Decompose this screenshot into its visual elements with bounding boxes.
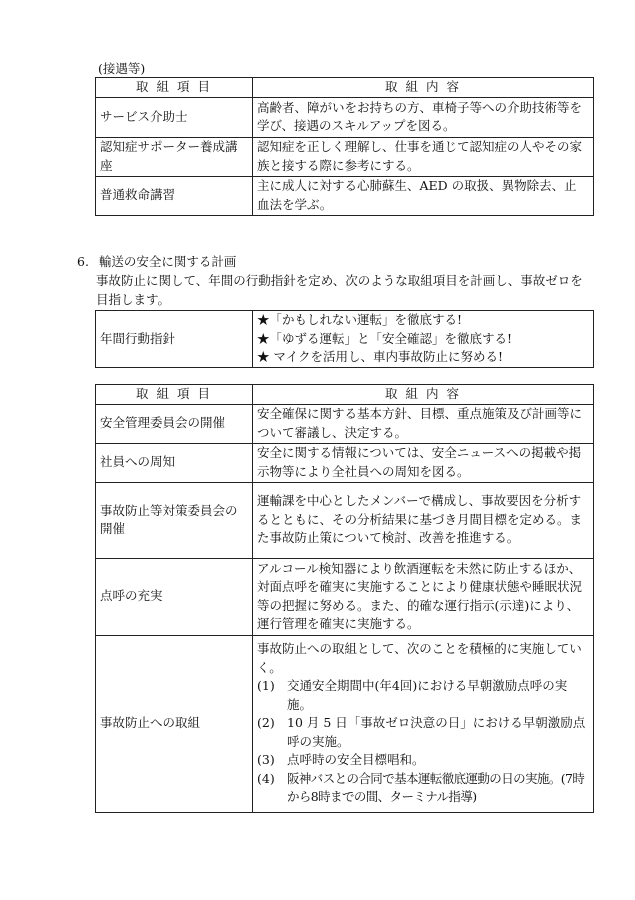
guideline-item: ★「かもしれない運転」を徹底する! — [257, 312, 463, 328]
list-text: 点呼時の安全目標唱和。 — [287, 752, 425, 768]
header-item: 取 組 項 目 — [96, 78, 253, 98]
row-content: 安全に関する情報については、安全ニュースへの掲載や掲示物等により全社員への周知を図る。 — [253, 443, 594, 482]
guideline-item: ★ マイクを活用し、車内事故防止に努める! — [257, 349, 503, 365]
guideline-label: 年間行動指針 — [96, 311, 253, 368]
header-content: 取 組 内 容 — [253, 385, 594, 405]
row-item: 認知症サポーター養成講座 — [96, 137, 253, 176]
table-row — [96, 482, 594, 558]
table-row — [96, 443, 594, 482]
row-content: 主に成人に対する心肺蘇生、AED の取扱、異物除去、止血法を学ぶ。 — [253, 176, 594, 215]
row-item: 事故防止への取組 — [96, 635, 253, 812]
table-row — [96, 635, 594, 812]
section6-heading — [77, 252, 236, 271]
row-item: サービス介助士 — [96, 97, 253, 137]
header-content: 取 組 内 容 — [253, 78, 594, 98]
row-content — [253, 635, 594, 812]
list-item — [257, 677, 589, 714]
list-item — [257, 770, 589, 807]
section6-intro: 事故防止に関して、年間の行動指針を定め、次のような取組項目を計画し、事故ゼロを目指します。 — [96, 273, 583, 307]
row-content: 運輸課を中心としたメンバーで構成し、事故要因を分析するとともに、その分析結果に基づき月間目標を定める。また事故防止策について検討、改善を推進する。 — [253, 482, 594, 558]
table-row — [96, 558, 594, 635]
row-content: 高齢者、障がいをお持ちの方、車椅子等への介助技術等を学び、接遇のスキルアップを図る。 — [253, 97, 594, 137]
table-header-row — [96, 385, 594, 405]
row-content: 認知症を正しく理解し、仕事を通じて認知症の人やその家族と接する際に参考にする。 — [253, 137, 594, 176]
guideline-table — [95, 310, 594, 368]
row-item: 事故防止等対策委員会の開催 — [96, 482, 253, 558]
guideline-item: ★「ゆずる運転」と「安全確認」を徹底する! — [257, 330, 513, 346]
section-greeting-label: (接遇等) — [98, 61, 146, 76]
greeting-table — [95, 77, 594, 216]
list-number: (1) — [257, 678, 275, 694]
list-item — [257, 714, 589, 751]
row-content: 安全確保に関する基本方針、目標、重点施策及び計画等について審議し、決定する。 — [253, 404, 594, 443]
list-number: (3) — [257, 752, 275, 768]
table-row — [96, 176, 594, 215]
row-item: 安全管理委員会の開催 — [96, 404, 253, 443]
table-header-row — [96, 78, 594, 98]
row-item: 社員への周知 — [96, 443, 253, 482]
list-text: 阪神バスとの合同で基本運転徹底運動の日の実施。(7時から8時までの間、ターミナル指導) — [287, 770, 585, 805]
table-row — [96, 311, 594, 368]
list-text: 交通安全期間中(年4回)における早朝激励点呼の実施。 — [287, 678, 568, 712]
table-row — [96, 404, 594, 443]
row-item: 点呼の充実 — [96, 558, 253, 635]
guideline-items — [253, 311, 594, 368]
list-number: (2) — [257, 715, 275, 731]
list-number: (4) — [257, 770, 275, 786]
safety-table — [95, 384, 594, 813]
section6-title: 輸送の安全に関する計画 — [98, 254, 237, 269]
table-row — [96, 97, 594, 137]
row-content: アルコール検知器により飲酒運転を未然に防止するほか、対面点呼を確実に実施することにより健康状態や睡眠状況等の把握に努める。また、的確な運行指示(示達)により、運行管理を確実に実施する。 — [253, 558, 594, 635]
list-item — [257, 751, 589, 770]
table-row — [96, 137, 594, 176]
row-item: 普通救命講習 — [96, 176, 253, 215]
list-text: 10 月 5 日「事故ゼロ決意の日」における早朝激励点呼の実施。 — [287, 715, 586, 749]
section6-number: 6. — [77, 254, 89, 269]
header-item: 取 組 項 目 — [96, 385, 253, 405]
last-row-intro: 事故防止への取組として、次のことを積極的に実施していく。 — [257, 641, 582, 675]
